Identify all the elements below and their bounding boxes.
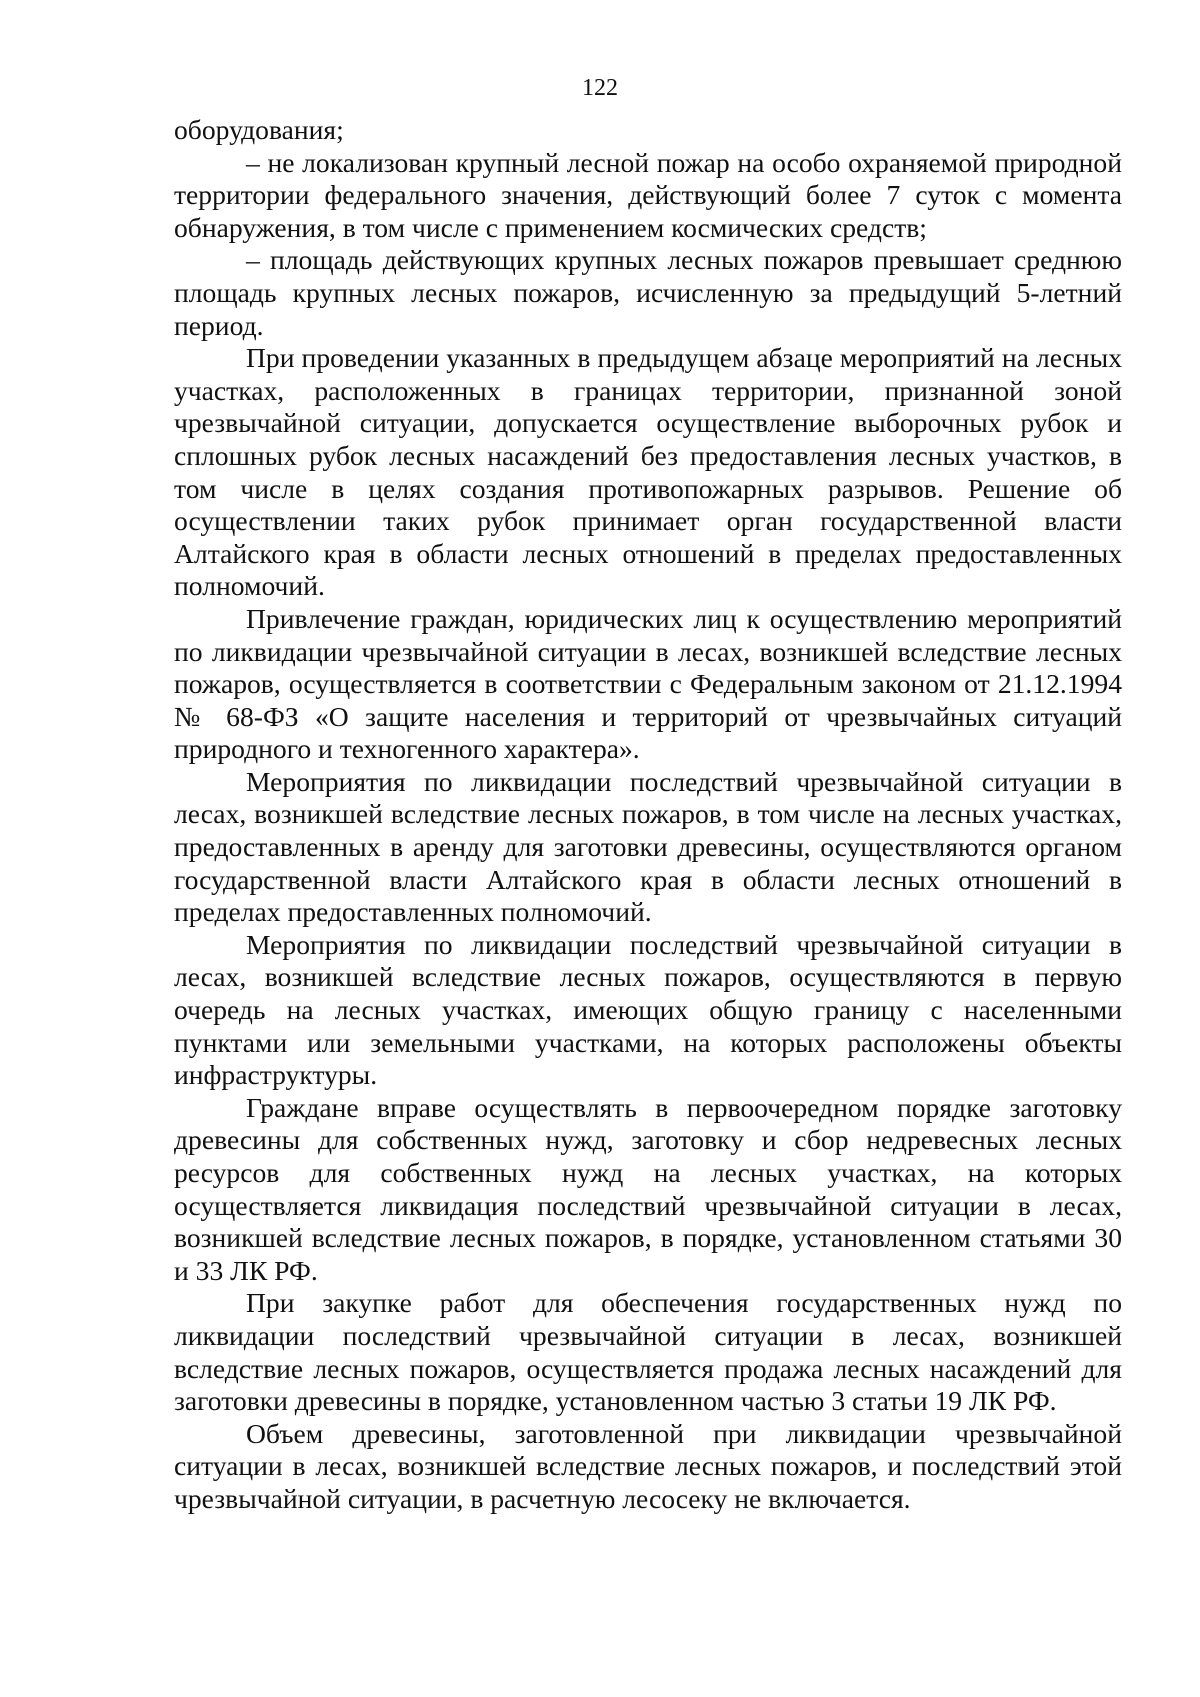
paragraph-list-item-2: – площадь действующих крупных лесных пожаров превышает среднюю площадь крупных лесных пожаров, исчисленную за предыдущий 5-летний период. bbox=[174, 244, 1122, 341]
paragraph-priority-areas: Мероприятия по ликвидации последствий чрезвычайной ситуации в лесах, возникшей вследствие лесных пожаров, осуществляются в первую очередь на лесных участках, имеющих общую границу с населенными пунктами или земельными участками, на которых расположены объекты инфраструктуры. bbox=[174, 928, 1122, 1091]
page-number: 122 bbox=[582, 75, 618, 101]
paragraph-procurement: При закупке работ для обеспечения государственных нужд по ликвидации последствий чрезвычайной ситуации в лесах, возникшей вследствие лесных пожаров, осуществляется продажа лесных насаждений для заготовки древесины в порядке, установленном частью 3 статьи 19 ЛК РФ. bbox=[174, 1287, 1122, 1417]
paragraph-citizens-rights: Граждане вправе осуществлять в первоочередном порядке заготовку древесины для собственных нужд, заготовку и сбор недревесных лесных ресурсов для собственных нужд на лесных участках, на которых осуществляется ликвидация последствий чрезвычайной ситуации в лесах, возникшей вследствие лесных пожаров, в порядке, установленном статьями 30 и 33 ЛК РФ. bbox=[174, 1091, 1122, 1286]
paragraph-continuation: оборудования; bbox=[174, 114, 344, 145]
paragraph-felling: При проведении указанных в предыдущем абзаце мероприятий на лесных участках, расположенных в границах территории, признанной зоной чрезвычайной ситуации, допускается осуществление выборочных рубок и сплошных рубок лесных насаждений без предоставления лесных участков, в том числе в целях создания противопожарных разрывов. Решение об осуществлении таких рубок принимает орган государственной власти Алтайского края в области лесных отношений в пределах предоставленных полномочий. bbox=[174, 342, 1122, 602]
document-body bbox=[174, 114, 1122, 1516]
paragraph-liquidation-measures: Мероприятия по ликвидации последствий чрезвычайной ситуации в лесах, возникшей вследствие лесных пожаров, в том числе на лесных участках, предоставленных в аренду для заготовки древесины, осуществляются органом государственной власти Алтайского края в области лесных отношений в пределах предоставленных полномочий. bbox=[174, 765, 1122, 928]
paragraph-timber-volume: Объем древесины, заготовленной при ликвидации чрезвычайной ситуации в лесах, возникшей вследствие лесных пожаров, и последствий этой чрезвычайной ситуации, в расчетную лесосеку не включается. bbox=[174, 1417, 1122, 1514]
paragraph-involvement: Привлечение граждан, юридических лиц к осуществлению мероприятий по ликвидации чрезвычайной ситуации в лесах, возникшей вследствие лесных пожаров, осуществляется в соответствии с Федеральным законом от 21.12.1994 № 68-ФЗ «О защите населения и территорий от чрезвычайных ситуаций природного и техногенного характера». bbox=[174, 602, 1122, 765]
paragraph-list-item-1: – не локализован крупный лесной пожар на особо охраняемой природной территории федерального значения, действующий более 7 суток с момента обнаружения, в том числе с применением космических средств; bbox=[174, 146, 1122, 243]
